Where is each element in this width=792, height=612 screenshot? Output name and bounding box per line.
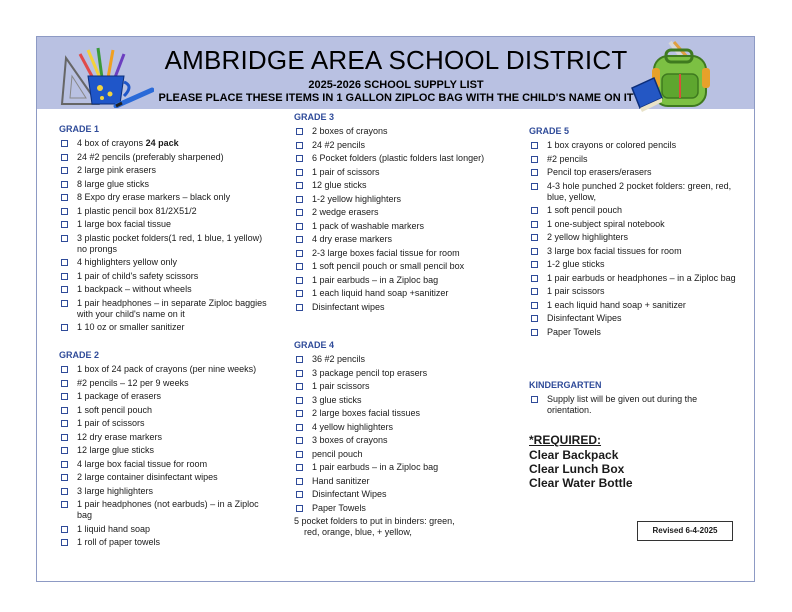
list-item: 1 pair scissors xyxy=(294,381,504,392)
list-item: 1 each liquid hand soap +sanitizer xyxy=(294,288,504,299)
checkbox-icon xyxy=(296,182,303,189)
checkbox-icon xyxy=(61,221,68,228)
checkbox-icon xyxy=(531,169,538,176)
checkbox-icon xyxy=(61,235,68,242)
list-item: 1 package of erasers xyxy=(59,391,269,402)
checkbox-icon xyxy=(61,501,68,508)
list-item: 6 Pocket folders (plastic folders last longer) xyxy=(294,153,504,164)
list-item: Paper Towels xyxy=(294,503,504,514)
list-item: Disinfectant wipes xyxy=(294,302,504,313)
required-item: Clear Water Bottle xyxy=(529,476,633,490)
list-item: 3 plastic pocket folders(1 red, 1 blue, 1 yellow) no prongs xyxy=(59,233,269,255)
list-item: 1 pair earbuds – in a Ziploc bag xyxy=(294,275,504,286)
checkbox-icon xyxy=(61,286,68,293)
kindergarten-section xyxy=(529,380,739,419)
checkbox-icon xyxy=(531,156,538,163)
list-item: 1 plastic pencil box 81/2X51/2 xyxy=(59,206,269,217)
checkbox-icon xyxy=(296,142,303,149)
list-item: 12 dry erase markers xyxy=(59,432,269,443)
required-heading: *REQUIRED: xyxy=(529,433,602,447)
list-item: 1 pair earbuds or headphones – in a Ziploc bag xyxy=(529,273,739,284)
checkbox-icon xyxy=(61,140,68,147)
list-item: 36 #2 pencils xyxy=(294,354,504,365)
list-item: 1 large box facial tissue xyxy=(59,219,269,230)
list-item: 1 box of 24 pack of crayons (per nine weeks) xyxy=(59,364,269,375)
list-item: 12 glue sticks xyxy=(294,180,504,191)
checkbox-icon xyxy=(61,324,68,331)
checkbox-icon xyxy=(296,505,303,512)
checkbox-icon xyxy=(61,167,68,174)
list-item: Supply list will be given out during the orientation. xyxy=(529,394,739,416)
checkbox-icon xyxy=(61,407,68,414)
checkbox-icon xyxy=(531,275,538,282)
checkbox-icon xyxy=(296,277,303,284)
checkbox-icon xyxy=(531,302,538,309)
list-item: Hand sanitizer xyxy=(294,476,504,487)
checkbox-icon xyxy=(531,329,538,336)
checkbox-icon xyxy=(61,154,68,161)
list-item: 8 large glue sticks xyxy=(59,179,269,190)
list-item: 24 #2 pencils (preferably sharpened) xyxy=(59,152,269,163)
list-item: 1 pair of scissors xyxy=(294,167,504,178)
checkbox-icon xyxy=(61,539,68,546)
checkbox-icon xyxy=(531,221,538,228)
list-item: 8 Expo dry erase markers – black only xyxy=(59,192,269,203)
grade-5-section xyxy=(529,126,739,340)
list-item: 3 large box facial tissues for room xyxy=(529,246,739,257)
packing-instruction: PLEASE PLACE THESE ITEMS IN 1 GALLON ZIPLOC BAG WITH THE CHILD'S NAME ON IT xyxy=(158,92,634,104)
grade-2-heading: GRADE 2 xyxy=(59,350,100,360)
checkbox-icon xyxy=(296,410,303,417)
checkbox-icon xyxy=(296,196,303,203)
checkbox-icon xyxy=(61,420,68,427)
list-item: 1 liquid hand soap xyxy=(59,524,269,535)
checkbox-icon xyxy=(296,155,303,162)
grade-3-heading: GRADE 3 xyxy=(294,112,335,122)
checkbox-icon xyxy=(531,142,538,149)
checkbox-icon xyxy=(61,181,68,188)
list-item: 1 each liquid hand soap + sanitizer xyxy=(529,300,739,311)
required-item: Clear Backpack xyxy=(529,448,619,462)
list-item: 1 soft pencil pouch or small pencil box xyxy=(294,261,504,272)
list-item: 2 wedge erasers xyxy=(294,207,504,218)
list-item: 1 pair headphones – in separate Ziploc baggies with your child's name on it xyxy=(59,298,269,320)
checkbox-icon xyxy=(296,209,303,216)
list-item: pencil pouch xyxy=(294,449,504,460)
checkbox-icon xyxy=(296,236,303,243)
list-item: 1 pair of scissors xyxy=(59,418,269,429)
list-item: 4 highlighters yellow only xyxy=(59,257,269,268)
checkbox-icon xyxy=(296,491,303,498)
list-item: 3 boxes of crayons xyxy=(294,435,504,446)
checkbox-icon xyxy=(531,396,538,403)
list-item: 4 dry erase markers xyxy=(294,234,504,245)
checkbox-icon xyxy=(296,169,303,176)
list-item: #2 pencils – 12 per 9 weeks xyxy=(59,378,269,389)
list-item: 1 backpack – without wheels xyxy=(59,284,269,295)
list-item: 2 yellow highlighters xyxy=(529,232,739,243)
list-item: 1 pair scissors xyxy=(529,286,739,297)
checkbox-icon xyxy=(61,526,68,533)
list-item: Paper Towels xyxy=(529,327,739,338)
list-item: 1 10 oz or smaller sanitizer xyxy=(59,322,269,333)
checkbox-icon xyxy=(61,366,68,373)
page-title: AMBRIDGE AREA SCHOOL DISTRICT xyxy=(164,45,628,75)
list-item: Disinfectant Wipes xyxy=(294,489,504,500)
crayon-pack-size: 24 pack xyxy=(145,138,179,148)
checkbox-icon xyxy=(296,437,303,444)
checkbox-icon xyxy=(61,461,68,468)
checkbox-icon xyxy=(61,380,68,387)
list-item: 3 large highlighters xyxy=(59,486,269,497)
checkbox-icon xyxy=(296,451,303,458)
checkbox-icon xyxy=(296,290,303,297)
checkbox-icon xyxy=(61,259,68,266)
checkbox-icon xyxy=(61,273,68,280)
list-item: 4 large box facial tissue for room xyxy=(59,459,269,470)
grade-2-section xyxy=(59,350,269,551)
checkbox-icon xyxy=(531,207,538,214)
list-item: 1-2 yellow highlighters xyxy=(294,194,504,205)
page-subtitle: 2025-2026 SCHOOL SUPPLY LIST xyxy=(308,79,484,91)
checkbox-icon xyxy=(296,250,303,257)
checkbox-icon xyxy=(296,397,303,404)
list-item: 1 soft pencil pouch xyxy=(529,205,739,216)
checkbox-icon xyxy=(61,208,68,215)
list-item: 1-2 glue sticks xyxy=(529,259,739,270)
list-item: 2-3 large boxes facial tissue for room xyxy=(294,248,504,259)
list-item: 1 soft pencil pouch xyxy=(59,405,269,416)
checkbox-icon xyxy=(531,234,538,241)
folder-note: 5 pocket folders to put in binders: green, xyxy=(294,516,455,526)
list-item: 1 pair headphones (not earbuds) – in a Ziploc bag xyxy=(59,499,269,521)
list-item: 4-3 hole punched 2 pocket folders: green, red, blue, yellow, xyxy=(529,181,739,203)
checkbox-icon xyxy=(61,474,68,481)
checkbox-icon xyxy=(531,261,538,268)
list-item: 4 box of crayons 24 pack xyxy=(59,138,269,149)
checkbox-icon xyxy=(296,383,303,390)
list-item: 1 box crayons or colored pencils xyxy=(529,140,739,151)
checkbox-icon xyxy=(296,478,303,485)
checkbox-icon xyxy=(296,370,303,377)
checkbox-icon xyxy=(61,447,68,454)
checkbox-icon xyxy=(61,300,68,307)
checkbox-icon xyxy=(61,434,68,441)
list-item: Disinfectant Wipes xyxy=(529,313,739,324)
grade-1-section xyxy=(59,124,269,336)
checkbox-icon xyxy=(296,263,303,270)
list-item: 1 roll of paper towels xyxy=(59,537,269,548)
list-item: 4 yellow highlighters xyxy=(294,422,504,433)
checkbox-icon xyxy=(531,315,538,322)
list-item: #2 pencils xyxy=(529,154,739,165)
checkbox-icon xyxy=(531,248,538,255)
folder-note-continued: red, orange, blue, + yellow, xyxy=(304,527,412,537)
list-item: 2 large pink erasers xyxy=(59,165,269,176)
checkbox-icon xyxy=(296,223,303,230)
checkbox-icon xyxy=(531,288,538,295)
checkbox-icon xyxy=(296,356,303,363)
grade-5-heading: GRADE 5 xyxy=(529,126,570,136)
list-item: 2 large boxes facial tissues xyxy=(294,408,504,419)
list-item: Pencil top erasers/erasers xyxy=(529,167,739,178)
kindergarten-heading: KINDERGARTEN xyxy=(529,380,602,390)
list-item: 3 glue sticks xyxy=(294,395,504,406)
list-item: 3 package pencil top erasers xyxy=(294,368,504,379)
grade-3-section xyxy=(294,112,504,315)
checkbox-icon xyxy=(61,393,68,400)
list-item: 12 large glue sticks xyxy=(59,445,269,456)
grade-1-heading: GRADE 1 xyxy=(59,124,100,134)
checkbox-icon xyxy=(296,464,303,471)
grade-4-section xyxy=(294,340,504,538)
grade-4-heading: GRADE 4 xyxy=(294,340,335,350)
list-item: 1 pair earbuds – in a Ziploc bag xyxy=(294,462,504,473)
list-item: 1 pair of child's safety scissors xyxy=(59,271,269,282)
list-item: 1 one-subject spiral notebook xyxy=(529,219,739,230)
list-item: 1 pack of washable markers xyxy=(294,221,504,232)
checkbox-icon xyxy=(531,183,538,190)
list-item: 24 #2 pencils xyxy=(294,140,504,151)
checkbox-icon xyxy=(61,194,68,201)
checkbox-icon xyxy=(296,304,303,311)
checkbox-icon xyxy=(296,128,303,135)
required-item: Clear Lunch Box xyxy=(529,462,625,476)
checkbox-icon xyxy=(296,424,303,431)
list-item: 2 boxes of crayons xyxy=(294,126,504,137)
list-item: 2 large container disinfectant wipes xyxy=(59,472,269,483)
revision-date-box: Revised 6-4-2025 xyxy=(637,521,733,541)
checkbox-icon xyxy=(61,488,68,495)
